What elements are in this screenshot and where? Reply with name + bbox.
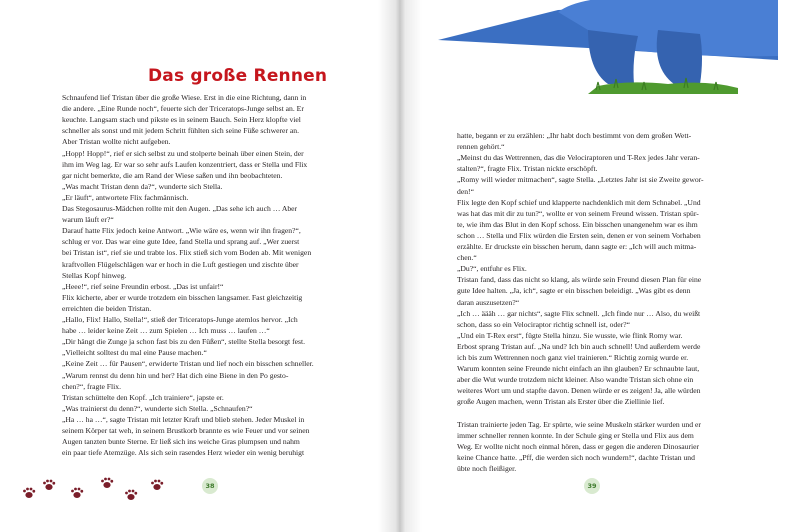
- text-line: stalten?“, fragte Flix. Tristan nickte erschöpft.: [457, 164, 598, 174]
- text-line: Warum konnten seine Freunde nicht einfach an ihn glauben? Er schnaubte laut,: [457, 364, 700, 374]
- text-line: den!“: [457, 186, 474, 196]
- paw-print-icon: [70, 486, 84, 500]
- text-line: die andere. „Eine Runde noch“, feuerte sich der Triceratops-Junge selbst an. Er: [62, 104, 304, 114]
- text-line: „Ich … äääh … gar nichts“, sagte Flix schnell. „Ich finde nur … Also, du weißt: [457, 308, 701, 318]
- page-number-left: 38: [202, 478, 218, 494]
- text-line: immer schneller rennen konnte. In der Schule ging er Stella und Flix aus dem: [457, 430, 694, 440]
- text-line: „Romy will wieder mitmachen“, sagte Stella. „Letztes Jahr ist sie Zweite gewor-: [457, 175, 704, 185]
- text-line: gar nicht bemerkte, die am Rand der Wiese saßen und ihn beobachteten.: [62, 170, 283, 180]
- text-line: „Vielleicht solltest du mal eine Pause machen.“: [62, 348, 207, 358]
- text-line: Flix legte den Kopf schief und klapperte nachdenklich mit dem Schnabel. „Und: [457, 197, 701, 207]
- text-line: „Heee!“, rief seine Freundin erbost. „Das ist unfair!“: [62, 281, 224, 291]
- text-line: „Hallo, Flix! Hallo, Stella!“, stieß der Triceratops-Junge atemlos hervor. „Ich: [62, 315, 298, 324]
- book-gutter: [378, 0, 422, 532]
- text-line: weiteres Wort um und stapfte davon. Denen würde er es zeigen! Ja, alle würden: [457, 386, 701, 396]
- text-line: warum läuft er?“: [62, 215, 114, 225]
- text-line: Erbost sprang Tristan auf. „Na und? Ich bin auch schnell! Und außerdem werde: [457, 341, 701, 351]
- dinosaur-front-leg: [588, 30, 638, 84]
- text-line: schneller als sonst und mit jedem Schritt fühlten sich seine Füße schwerer an.: [62, 126, 300, 136]
- paw-print-icon: [124, 488, 138, 502]
- text-line: übte noch fleißiger.: [457, 464, 517, 473]
- text-line: gute Idee halten. „Ja, ich“, sagte er ein bisschen beleidigt. „Was gibt es denn: [457, 286, 691, 296]
- text-line: „Keine Zeit … für Pausen“, erwiderte Tristan und lief noch ein bisschen schneller.: [62, 359, 314, 369]
- text-line: „Und ein T-Rex erst“, fügte Stella hinzu. Sie wusste, wie flink Romy war.: [457, 330, 683, 340]
- text-line: Weg. Er wollte nicht noch einmal hören, dass er gegen die anderen Dinosaurier: [457, 441, 700, 451]
- text-line: Aber Tristan wollte nicht aufgeben.: [62, 137, 171, 147]
- text-line: habe … leider keine Zeit … zum Spielen … Ich muss … laufen …“: [62, 326, 270, 336]
- text-line: Schnaufend lief Tristan über die große Wiese. Erst in die eine Richtung, dann in: [62, 93, 307, 102]
- text-line: seinem Körper tat weh, in seinem Brustkorb brannte es wie Feuer und vor seinen: [62, 426, 310, 435]
- text-line: schlug er vor. Das war eine gute Idee, fand Stella und sprang auf. „Wer zuerst: [62, 237, 300, 247]
- text-line: Tristan trainierte jeden Tag. Er spürte, wie seine Muskeln stärker wurden und er: [457, 419, 701, 429]
- text-line: „Hopp! Hopp!“, rief er sich selbst zu und stolperte beinah über einen Stein, der: [62, 148, 304, 158]
- text-line: schon, dass so ein Velociraptor richtig schnell ist, oder?“: [457, 319, 631, 329]
- text-line: chen?“, fragte Flix.: [62, 381, 121, 391]
- text-line: „Meinst du das Wettrennen, das die Velociraptoren und T-Rex jedes Jahr veran-: [457, 153, 700, 163]
- text-line: keine Chance hatte. „Pff, die werden sich noch wundern!“, dachte Tristan und: [457, 452, 695, 462]
- text-line: te, wie ihm das Blut in den Kopf schoss. Ein bisschen unangenehm war es ihm: [457, 219, 698, 229]
- text-line: schon … Stella und Flix würden die Ersten sein, denen er von seinem Vorhaben: [457, 230, 701, 240]
- chapter-title: Das große Rennen: [148, 66, 328, 86]
- text-line: Augen tanzten bunte Sterne. Er ließ sich ins weiche Gras plumpsen und nahm: [62, 437, 300, 447]
- text-line: „Warum rennst du denn hin und her? Hat dich eine Biene in den Po gesto-: [62, 370, 289, 380]
- text-line: ein paar tiefe Atemzüge. Als sich sein rasendes Herz wieder ein wenig beruhigt: [62, 448, 305, 458]
- text-line: aber die Wut wurde trotzdem nicht kleiner. Also wandte Tristan sich ohne ein: [457, 375, 694, 385]
- text-line: Stellas Kopf hinweg.: [62, 270, 127, 280]
- page-number-right: 39: [584, 478, 600, 494]
- paw-print-icon: [22, 486, 36, 500]
- text-line: „Er läuft“, antwortete Flix fachmännisch.: [62, 192, 189, 202]
- text-line: „Was trainierst du denn?“, wunderte sich Stella. „Schnaufen?“: [62, 403, 253, 413]
- text-line: Flix kicherte, aber er wurde trotzdem ein bisschen langsamer. Fast gleichzeitig: [62, 292, 303, 302]
- text-line: daran auszusetzen?“: [457, 297, 520, 307]
- paw-print-icon: [100, 476, 114, 490]
- text-line: ich bis zum Wettrennen noch ganz viel trainieren.“ Richtig zornig wurde er.: [457, 353, 689, 362]
- blue-triceratops-illustration: [438, 0, 778, 96]
- text-line: Das Stegosaurus-Mädchen rollte mit den Augen. „Das sehe ich auch … Aber: [62, 204, 298, 213]
- text-line: „Ha … ha …“, sagte Tristan mit letzter Kraft und blieb stehen. Jeder Muskel in: [62, 414, 305, 424]
- text-line: ihm im Weg lag. Er war so sehr aufs Laufen konzentriert, dass er Stella und Flix: [62, 159, 308, 169]
- text-line: erreichten die beiden Tristan.: [62, 303, 152, 313]
- text-line: Darauf hatte Flix jedoch keine Antwort. „Wie wäre es, wenn wir ihn fragen?“,: [62, 226, 301, 236]
- text-line: große Augen machen, wenn Tristan als Erster über die Ziellinie lief.: [457, 397, 665, 407]
- text-line: Tristan schüttelte den Kopf. „Ich trainiere“, japste er.: [62, 392, 224, 402]
- paw-print-icon: [150, 478, 164, 492]
- text-line: Tristan fand, dass das nicht so klang, als würde sein Freund diesen Plan für eine: [457, 275, 702, 285]
- text-line: „Was macht Tristan denn da?“, wunderte sich Stella.: [62, 181, 223, 191]
- text-line: kraftvollen Flügelschlägen war er hoch in die Luft gestiegen und zischte über: [62, 259, 299, 269]
- text-line: keuchte. Langsam stach und pikste es in seinem Bauch. Sein Herz klopfte viel: [62, 115, 301, 125]
- text-line: rennen gehört.“: [457, 142, 505, 152]
- paw-print-icon: [42, 478, 56, 492]
- text-line: was hat das mit dir zu tun?“, wollte er von seinem Freund wissen. Tristan spür-: [457, 208, 699, 218]
- dinosaur-back-leg: [657, 30, 702, 84]
- text-line: „Du?“, entfuhr es Flix.: [457, 264, 527, 274]
- text-line: hatte, begann er zu erzählen: „Ihr habt doch bestimmt von dem großen Wett-: [457, 131, 692, 140]
- text-line: chen.“: [457, 253, 477, 263]
- text-line: „Dir hängt die Zunge ja schon fast bis zu den Füßen“, stellte Stella besorgt fest.: [62, 337, 306, 347]
- text-line: erzählte. Er druckste ein bisschen herum, dann sagte er: „Ich will auch mitma-: [457, 242, 697, 251]
- text-line: bei Tristan ist“, rief sie und trabte los. Flix stieß sich vom Boden ab. Mit wenigen: [62, 248, 312, 258]
